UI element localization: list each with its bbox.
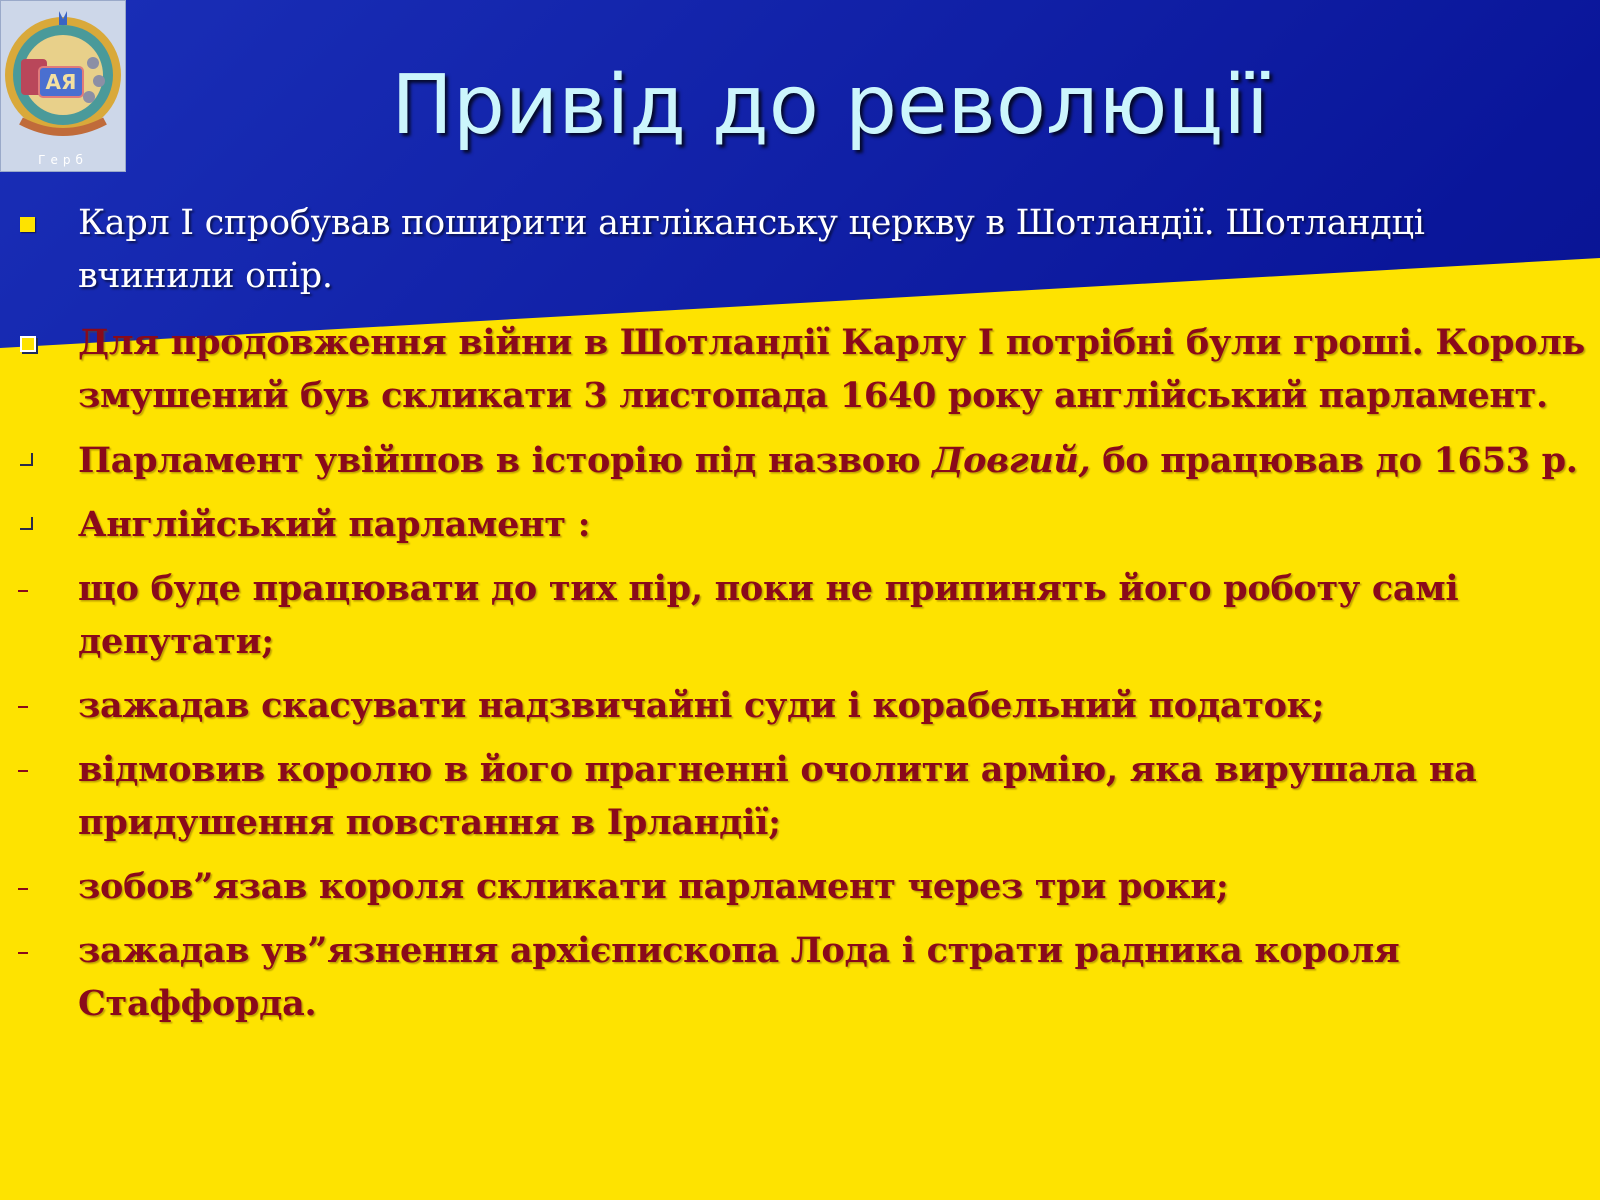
list-item <box>78 562 1588 668</box>
item-line: зобов”язав короля скликати парламент через три роки; <box>78 866 1229 907</box>
item-line: змушений був скликати 3 листопада 1640 року англійський парламент. <box>78 375 1548 416</box>
item-line: придушення повстання в Ірландії; <box>78 802 781 843</box>
item-line: Карл I спробував поширити англіканську церкву в Шотландії. Шотландці <box>78 203 1425 243</box>
square-bullet <box>20 217 35 232</box>
list-item <box>78 498 1588 551</box>
list-item <box>78 860 1588 913</box>
dash-bullet <box>18 952 28 954</box>
item-line: зажадав скасувати надзвичайні суди і корабельний податок; <box>78 685 1325 726</box>
item-text: Парламент увійшов в історію під назвою <box>78 440 933 481</box>
item-line: відмовив королю в його прагненні очолити армію, яка вирушала на <box>78 749 1477 790</box>
dash-bullet <box>18 770 28 772</box>
item-line: що буде працювати до тих пір, поки не припинять його роботу самі <box>78 568 1459 609</box>
svg-text:Герб: Герб <box>38 153 88 167</box>
list-item <box>78 197 1588 303</box>
dash-bullet <box>18 706 28 708</box>
hollow-square-bullet <box>20 453 33 466</box>
item-line: Для продовження війни в Шотландії Карлу I потрібні були гроші. Король <box>78 322 1586 363</box>
slide-title: Привід до революції <box>391 58 1269 153</box>
list-item <box>78 679 1588 732</box>
hollow-square-bullet <box>20 517 33 530</box>
item-line: депутати; <box>78 621 274 662</box>
list-item <box>78 316 1588 422</box>
dash-bullet <box>18 590 28 592</box>
item-line: вчинили опір. <box>78 256 333 296</box>
dash-bullet <box>18 888 28 890</box>
list-item <box>78 743 1588 849</box>
item-line: Англійський парламент : <box>78 504 591 545</box>
item-line: зажадав ув”язнення архієпископа Лода і страти радника короля <box>78 930 1400 971</box>
list-item <box>78 434 1588 487</box>
list-item <box>78 924 1588 1030</box>
square-bullet <box>20 336 36 352</box>
item-emphasis: Довгий, <box>932 440 1091 481</box>
svg-text:АЯ: АЯ <box>45 70 77 94</box>
item-text: бо працював до 1653 р. <box>1090 440 1578 481</box>
item-line: Стаффорда. <box>78 983 317 1024</box>
